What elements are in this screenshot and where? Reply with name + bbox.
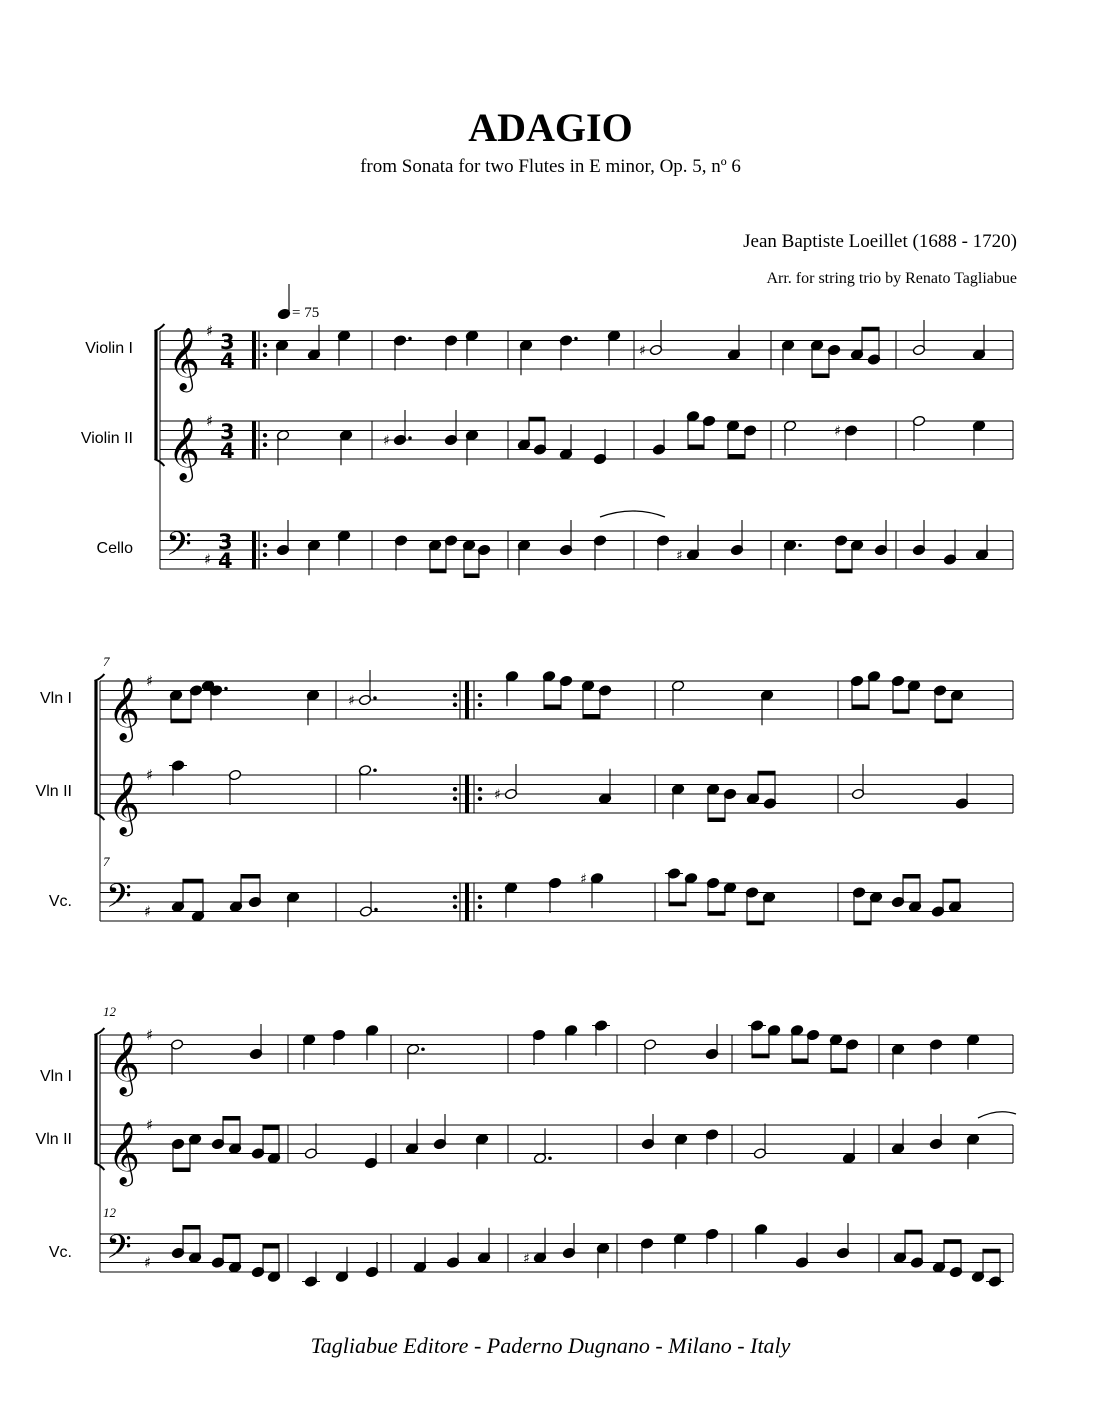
treble-clef: 𝄞 [108, 677, 140, 740]
augmentation-dot [421, 1047, 425, 1051]
note-beam [688, 445, 704, 450]
sharp-accidental: ♯ [676, 547, 683, 564]
time-signature-top: 3 [218, 530, 233, 554]
time-signature-top: 3 [220, 330, 235, 354]
part-label-vln1-sys2: Vln I [39, 690, 72, 707]
repeat-dot [263, 433, 267, 437]
repeat-dot [478, 693, 482, 697]
tempo-marking: = 75 [292, 305, 320, 321]
augmentation-dot [798, 543, 802, 547]
note-beam [263, 1126, 279, 1131]
arranger-credit: Arr. for string trio by Renato Tagliabue [766, 270, 1017, 287]
tie [978, 1112, 1016, 1118]
staff-violin-2 [100, 775, 1013, 813]
part-label-vln2-sys2: Vln II [35, 783, 72, 800]
key-signature-sharp: ♯ [146, 766, 154, 784]
note-beam [430, 569, 446, 574]
repeat-dot [478, 797, 482, 801]
note-beam [223, 1235, 240, 1240]
augmentation-dot [224, 687, 228, 691]
key-signature-sharp: ♯ [146, 1116, 154, 1134]
time-signature-bottom: 4 [220, 439, 235, 463]
note-beam [669, 902, 686, 907]
treble-clef: 𝄞 [168, 327, 200, 390]
time-signature-top: 3 [220, 420, 235, 444]
bracket-hook [94, 813, 104, 820]
augmentation-dot [408, 337, 412, 341]
note-beam [728, 454, 745, 459]
note-beam [183, 879, 203, 884]
bracket-hook [94, 1028, 104, 1035]
repeat-dot [453, 693, 457, 697]
bass-clef: 𝄢 [166, 525, 192, 572]
augmentation-dot [548, 1156, 552, 1160]
note-beam [935, 719, 952, 724]
composer-credit: Jean Baptiste Loeillet (1688 - 1720) [743, 231, 1017, 252]
note-beam [905, 1230, 922, 1235]
repeat-dot [263, 443, 267, 447]
tie [600, 511, 665, 517]
repeat-dot [478, 703, 482, 707]
repeat-dot [263, 553, 267, 557]
bracket-hook [154, 459, 164, 466]
part-label-vln1-sys3: Vln I [39, 1068, 72, 1085]
treble-clef: 𝄞 [108, 771, 140, 834]
sharp-accidental: ♯ [383, 433, 390, 449]
augmentation-dot [373, 696, 377, 700]
measure-number: 12 [103, 1205, 116, 1220]
repeat-dot [263, 343, 267, 347]
sharp-accidental: ♯ [494, 787, 501, 803]
part-label-vc-sys2: Vc. [48, 893, 72, 910]
staff-violin-2 [160, 421, 1013, 459]
note-beam [529, 417, 545, 422]
bracket-hook [94, 674, 104, 681]
key-signature-sharp: ♯ [204, 550, 212, 569]
repeat-dot [453, 905, 457, 909]
sharp-accidental: ♯ [523, 1250, 530, 1267]
note-beam [464, 574, 479, 579]
part-label-vc-sys3: Vc. [48, 1244, 72, 1261]
note-beam [792, 1059, 808, 1064]
piece-title: ADAGIO [468, 105, 633, 150]
treble-clef: 𝄞 [168, 417, 200, 480]
piece-subtitle: from Sonata for two Flutes in E minor, Op. 5, nº 6 [360, 156, 741, 177]
note-beam [241, 874, 260, 879]
note-beam [171, 719, 191, 724]
sharp-accidental: ♯ [834, 423, 841, 440]
part-label-violin-2: Violin II [80, 430, 133, 447]
treble-clef: 𝄞 [108, 1121, 140, 1184]
note-beam [583, 714, 600, 719]
note-beam [893, 709, 909, 714]
note-beam [831, 1068, 847, 1073]
part-label-violin-1: Violin I [85, 340, 133, 357]
staff-violin-1 [160, 331, 1013, 369]
augmentation-dot [374, 908, 378, 912]
sharp-accidental: ♯ [580, 871, 587, 888]
note-beam [836, 569, 852, 574]
bass-clef: 𝄢 [106, 1228, 132, 1275]
publisher-footer: Tagliabue Editore - Paderno Dugnano - Milano - Italy [310, 1333, 791, 1358]
note-beam [983, 1249, 1000, 1254]
note-beam [852, 705, 869, 710]
note-beam [943, 879, 960, 884]
part-label-cello: Cello [96, 540, 133, 557]
bracket-hook [154, 324, 164, 331]
key-signature-sharp: ♯ [144, 902, 152, 921]
note-beam [862, 327, 879, 332]
bracket-hook [94, 1163, 104, 1170]
note-beam [708, 818, 725, 823]
sharp-accidental: ♯ [639, 343, 646, 359]
note-beam [708, 911, 725, 916]
repeat-dot [263, 353, 267, 357]
note-beam [854, 921, 871, 926]
note-beam [173, 1168, 190, 1173]
repeat-dot [478, 895, 482, 899]
staff-violin-1 [100, 1035, 1013, 1073]
note-beam [903, 874, 920, 879]
key-signature-sharp: ♯ [146, 1026, 154, 1044]
note-beam [758, 771, 775, 776]
repeat-dot [453, 787, 457, 791]
time-signature-bottom: 4 [220, 349, 235, 373]
staff-violin-1 [100, 681, 1013, 719]
augmentation-dot [373, 768, 377, 772]
note-beam [223, 1116, 240, 1121]
repeat-dot [478, 905, 482, 909]
note-beam [752, 1054, 769, 1059]
note-beam [183, 1225, 200, 1230]
key-signature-sharp: ♯ [146, 672, 154, 690]
note-beam [544, 705, 561, 710]
measure-number: 7 [103, 854, 110, 869]
measure-number: 12 [103, 1004, 116, 1019]
augmentation-dot [574, 337, 578, 341]
key-signature-sharp: ♯ [206, 412, 214, 430]
note-beam [263, 1244, 279, 1249]
treble-clef: 𝄞 [108, 1031, 140, 1094]
augmentation-dot [408, 436, 412, 440]
key-signature-sharp: ♯ [206, 322, 214, 340]
repeat-dot [478, 787, 482, 791]
sharp-accidental: ♯ [348, 693, 355, 709]
measure-number: 7 [103, 654, 110, 669]
repeat-dot [453, 797, 457, 801]
repeat-dot [453, 895, 457, 899]
note-beam [747, 921, 764, 926]
repeat-dot [453, 703, 457, 707]
key-signature-sharp: ♯ [144, 1253, 152, 1272]
repeat-dot [263, 543, 267, 547]
bass-clef: 𝄢 [106, 877, 132, 924]
part-label-vln2-sys3: Vln II [35, 1131, 72, 1148]
time-signature-bottom: 4 [218, 549, 233, 573]
note-beam [944, 1239, 961, 1244]
note-beam [812, 374, 829, 379]
